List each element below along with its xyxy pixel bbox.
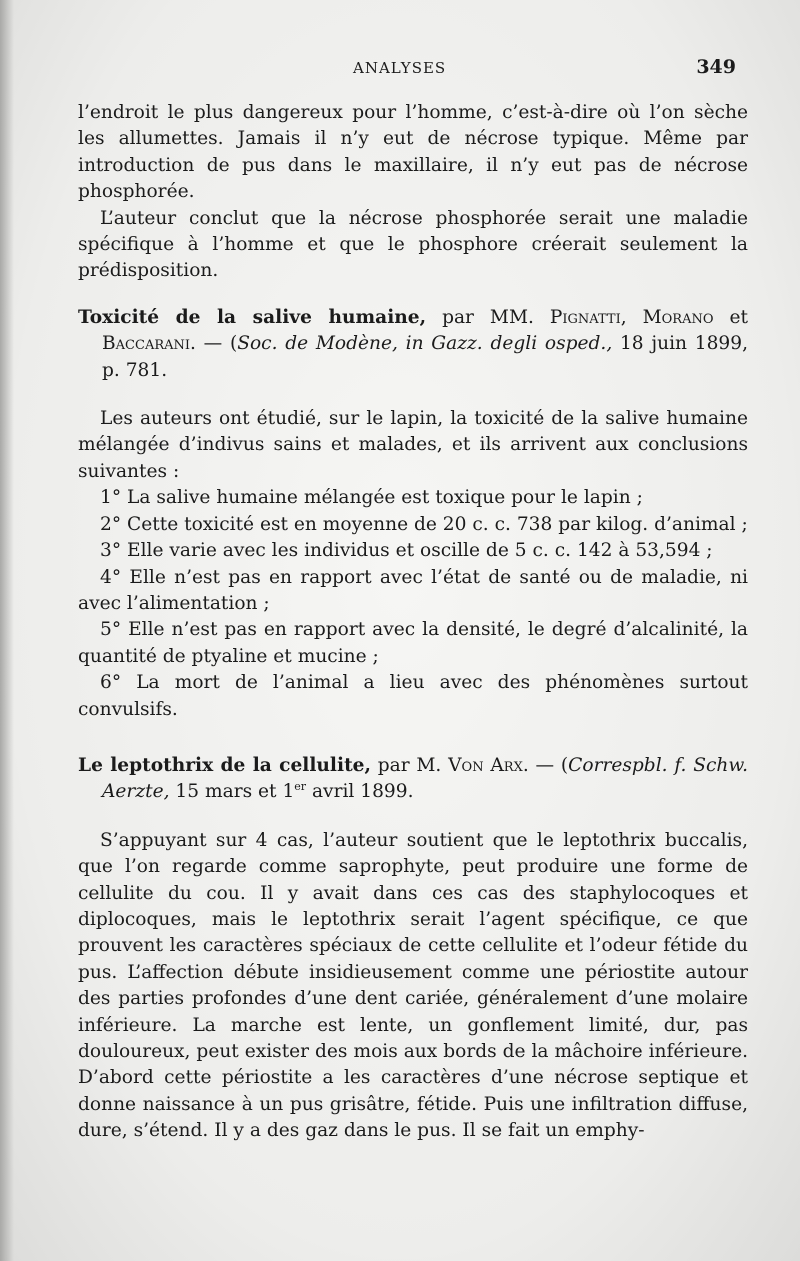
conclusion-item: 6° La mort de l’animal a lieu avec des phénomènes surtout convulsifs.	[78, 672, 748, 720]
article-intro: Les auteurs ont étudié, sur le lapin, la toxicité de la salive humaine mélangée d’indivus sains et malades, et ils arrivent aux conclusions suivantes :	[78, 408, 748, 482]
author-name: Baccarani	[102, 333, 191, 355]
conclusion-item: 1° La salive humaine mélangée est toxique pour le lapin ;	[100, 487, 643, 509]
article-heading-salive	[78, 305, 748, 384]
page-edge-shadow	[0, 0, 14, 1261]
source-prefix: . — (	[190, 333, 238, 355]
conclusion-item: 3° Elle varie avec les individus et oscille de 5 c. c. 142 à 53,594 ;	[100, 540, 713, 562]
running-head: ANALYSES	[353, 59, 447, 77]
page-number: 349	[696, 56, 736, 78]
author-separator: ,	[620, 306, 643, 328]
source-prefix: . — (	[522, 754, 569, 776]
source-journal: Soc. de Modène, in Gazz. degli osped.,	[237, 333, 613, 355]
source-date-end: avril 1899.	[306, 781, 414, 803]
authors-lead: par MM.	[426, 306, 550, 328]
author-name: Morano	[642, 306, 714, 328]
conclusion-item: 5° Elle n’est pas en rapport avec la densité, le degré d’alcalinité, la quantité de ptyaline et mucine ;	[78, 619, 748, 667]
article-heading-leptothrix	[78, 753, 748, 806]
page-header	[78, 56, 738, 82]
article-title-leptothrix: Le leptothrix de la cellulite,	[78, 754, 371, 776]
page-body	[78, 100, 748, 1145]
author-separator: et	[713, 306, 748, 328]
article-title-salive: Toxicité de la salive humaine,	[78, 306, 427, 328]
source-journal: Correspbl. f. Schw. Aerzte,	[102, 754, 748, 803]
author-name: Pignatti	[549, 306, 621, 328]
authors-lead: par M.	[370, 754, 449, 776]
conclusion-item: 4° Elle n’est pas en rapport avec l’état de santé ou de maladie, ni avec l’alimentation ;	[78, 566, 748, 614]
source-date: 18 juin 1899, p. 781.	[102, 333, 748, 381]
paragraph-continuation: l’endroit le plus dangereux pour l’homme, c’est-à-dire où l’on sèche les allumettes. Jamais il n’y eut de nécrose typique. Même par introduction de pus dans le maxillaire, il n’y eut pas de nécrose phosphorée.	[78, 102, 748, 203]
source-date: 15 mars et 1	[169, 781, 295, 803]
ordinal-superscript: er	[294, 780, 307, 794]
paragraph-conclusion: L’auteur conclut que la nécrose phosphorée serait une maladie spécifique à l’homme et que le phosphore créerait seulement la prédisposition.	[78, 207, 748, 282]
article-body: S’appuyant sur 4 cas, l’auteur soutient que le leptothrix buccalis, que l’on regarde comme saprophyte, peut produire une forme de cellulite du cou. Il y avait dans ces cas des staphylocoques et diplocoques, mais le leptothrix serait l’agent spécifique, ce que prouvent les caractères spéciaux de cette cellulite et l’odeur fétide du pus. L’affection débute insidieusement comme une périostite autour des parties profondes d’une dent cariée, généralement d’une molaire inférieure. La marche est lente, un gonflement limité, dur, pas douloureux, peut exister des mois aux bords de la mâchoire inférieure. D’abord cette périostite a les caractères d’une nécrose septique et donne naissance à un pus grisâtre, fétide. Puis une infiltration diffuse, dure, s’étend. Il y a des gaz dans le pus. Il se fait un emphy-	[78, 829, 748, 1142]
conclusion-item: 2° Cette toxicité est en moyenne de 20 c. c. 738 par kilog. d’animal ;	[100, 513, 748, 535]
author-name: Von Arx	[448, 754, 523, 776]
